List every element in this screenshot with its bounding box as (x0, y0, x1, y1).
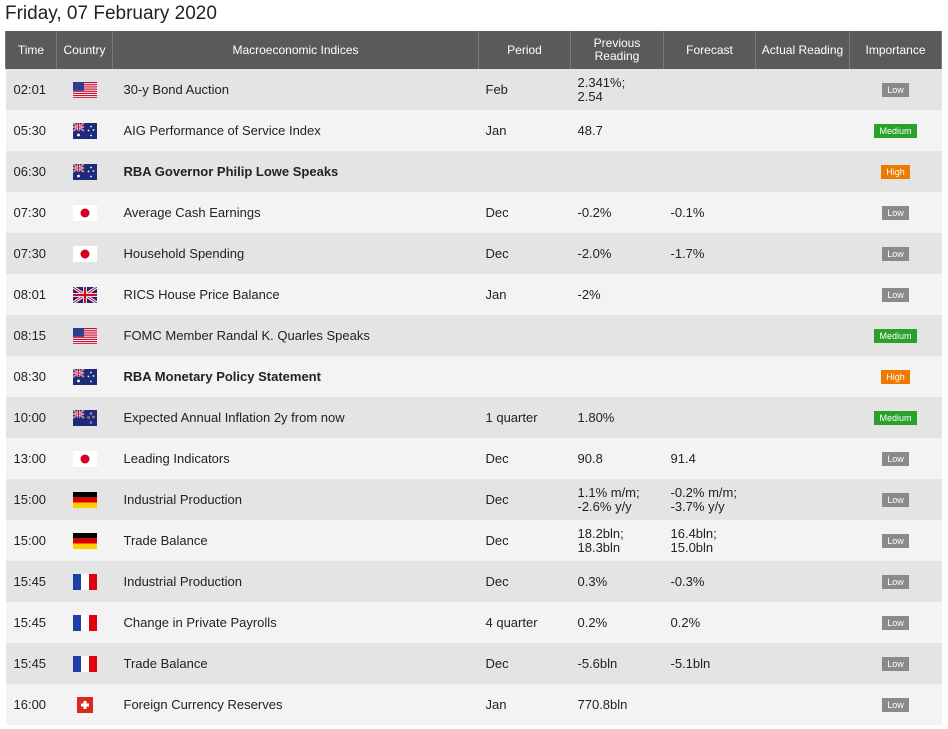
cell-indicator-name[interactable]: Industrial Production (113, 479, 479, 520)
forecast-line1: -5.1bln (670, 655, 711, 671)
cell-time: 07:30 (6, 233, 57, 274)
cell-country (57, 520, 113, 561)
cell-indicator-name[interactable]: Foreign Currency Reserves (113, 684, 479, 725)
cell-time: 08:01 (6, 274, 57, 315)
jp-flag-icon (73, 451, 97, 467)
cell-actual (756, 397, 850, 438)
importance-badge: Low (882, 657, 909, 671)
cell-time: 02:01 (6, 69, 57, 110)
cell-forecast (664, 643, 756, 684)
importance-badge: Medium (874, 124, 916, 138)
previous-line1: 2.341%; (577, 74, 626, 90)
previous-line1: 770.8bln (577, 696, 628, 712)
previous-line1: 1.1% m/m; (577, 484, 640, 500)
cell-previous (571, 69, 664, 110)
cell-country (57, 151, 113, 192)
cell-period: Dec (479, 561, 571, 602)
cell-actual (756, 356, 850, 397)
table-row[interactable] (6, 356, 942, 397)
fr-flag-icon (73, 656, 97, 672)
de-flag-icon (73, 492, 97, 508)
column-header-period[interactable]: Period (479, 31, 571, 69)
importance-badge: Low (882, 698, 909, 712)
nz-flag-icon (73, 410, 97, 426)
table-row[interactable] (6, 397, 942, 438)
cell-period (479, 315, 571, 356)
cell-time: 15:45 (6, 643, 57, 684)
cell-indicator-name[interactable]: FOMC Member Randal K. Quarles Speaks (113, 315, 479, 356)
cell-period: Dec (479, 643, 571, 684)
cell-actual (756, 110, 850, 151)
cell-country (57, 643, 113, 684)
cell-time: 15:45 (6, 561, 57, 602)
importance-badge: Low (882, 493, 909, 507)
cell-forecast (664, 233, 756, 274)
previous-line2: 18.3bln (577, 539, 621, 555)
cell-importance (850, 110, 942, 151)
cell-indicator-name[interactable]: RICS House Price Balance (113, 274, 479, 315)
cell-previous (571, 602, 664, 643)
fr-flag-icon (73, 615, 97, 631)
cell-forecast (664, 602, 756, 643)
importance-badge: Medium (874, 411, 916, 425)
cell-previous (571, 438, 664, 479)
previous-line1: 18.2bln; (577, 525, 624, 541)
cell-importance (850, 684, 942, 725)
importance-badge: High (881, 165, 910, 179)
table-row[interactable] (6, 192, 942, 233)
cell-indicator-name[interactable]: Average Cash Earnings (113, 192, 479, 233)
cell-indicator-name[interactable]: Trade Balance (113, 520, 479, 561)
importance-badge: Low (882, 575, 909, 589)
table-row[interactable] (6, 233, 942, 274)
cell-country (57, 69, 113, 110)
importance-badge: High (881, 370, 910, 384)
cell-forecast (664, 110, 756, 151)
cell-actual (756, 479, 850, 520)
column-header-actual[interactable]: Actual Reading (756, 31, 850, 69)
forecast-line1: -1.7% (670, 245, 705, 261)
cell-importance (850, 602, 942, 643)
table-row[interactable] (6, 561, 942, 602)
table-row[interactable] (6, 438, 942, 479)
us-flag-icon (73, 328, 97, 344)
column-header-indices[interactable]: Macroeconomic Indices (113, 31, 479, 69)
au-flag-icon (73, 123, 97, 139)
column-header-time[interactable]: Time (6, 31, 57, 69)
previous-line1: 48.7 (577, 122, 603, 138)
table-row[interactable] (6, 520, 942, 561)
importance-badge: Low (882, 288, 909, 302)
forecast-line2: 15.0bln (670, 539, 714, 555)
cell-indicator-name[interactable]: Change in Private Payrolls (113, 602, 479, 643)
forecast-line1: 16.4bln; (670, 525, 717, 541)
cell-country (57, 356, 113, 397)
cell-indicator-name[interactable]: RBA Governor Philip Lowe Speaks (113, 151, 479, 192)
cell-country (57, 602, 113, 643)
forecast-line1: -0.2% m/m; (670, 484, 737, 500)
table-row[interactable] (6, 274, 942, 315)
cell-time: 16:00 (6, 684, 57, 725)
column-header-previous-line1: Previous (593, 36, 641, 50)
cell-actual (756, 69, 850, 110)
cell-period: Jan (479, 274, 571, 315)
fr-flag-icon (73, 574, 97, 590)
cell-period: Dec (479, 479, 571, 520)
importance-badge: Medium (874, 329, 916, 343)
cell-previous (571, 356, 664, 397)
cell-country (57, 397, 113, 438)
previous-line1: -0.2% (577, 204, 612, 220)
cell-indicator-name[interactable]: Industrial Production (113, 561, 479, 602)
cell-country (57, 110, 113, 151)
table-row[interactable] (6, 69, 942, 110)
cell-indicator-name[interactable]: Household Spending (113, 233, 479, 274)
cell-period: Dec (479, 192, 571, 233)
importance-badge: Low (882, 247, 909, 261)
ch-flag-icon (73, 697, 97, 713)
cell-actual (756, 315, 850, 356)
previous-line1: -5.6bln (577, 655, 618, 671)
cell-period: Dec (479, 438, 571, 479)
forecast-line2: -3.7% y/y (670, 498, 725, 514)
importance-badge: Low (882, 83, 909, 97)
previous-line1: 0.2% (577, 614, 608, 630)
cell-forecast (664, 561, 756, 602)
cell-forecast (664, 397, 756, 438)
cell-period: Jan (479, 110, 571, 151)
cell-country (57, 315, 113, 356)
previous-line1: 90.8 (577, 450, 603, 466)
cell-importance (850, 233, 942, 274)
cell-country (57, 684, 113, 725)
table-row[interactable] (6, 479, 942, 520)
cell-forecast (664, 684, 756, 725)
economic-calendar-table (5, 31, 942, 725)
cell-indicator-name[interactable]: Leading Indicators (113, 438, 479, 479)
cell-importance (850, 438, 942, 479)
column-header-importance[interactable]: Importance (850, 31, 942, 69)
table-row[interactable] (6, 602, 942, 643)
column-header-country[interactable]: Country (57, 31, 113, 69)
previous-line1: -2.0% (577, 245, 612, 261)
cell-indicator-name[interactable]: AIG Performance of Service Index (113, 110, 479, 151)
cell-actual (756, 520, 850, 561)
cell-importance (850, 643, 942, 684)
cell-forecast (664, 192, 756, 233)
cell-time: 15:00 (6, 479, 57, 520)
cell-importance (850, 479, 942, 520)
cell-period: Dec (479, 233, 571, 274)
au-flag-icon (73, 369, 97, 385)
cell-indicator-name[interactable]: Trade Balance (113, 643, 479, 684)
cell-importance (850, 356, 942, 397)
importance-badge: Low (882, 206, 909, 220)
cell-previous (571, 397, 664, 438)
column-header-forecast[interactable]: Forecast (664, 31, 756, 69)
jp-flag-icon (73, 205, 97, 221)
cell-actual (756, 233, 850, 274)
cell-forecast (664, 274, 756, 315)
cell-importance (850, 192, 942, 233)
cell-period: Feb (479, 69, 571, 110)
cell-importance (850, 274, 942, 315)
table-row[interactable] (6, 110, 942, 151)
cell-actual (756, 151, 850, 192)
jp-flag-icon (73, 246, 97, 262)
cell-indicator-name[interactable]: Expected Annual Inflation 2y from now (113, 397, 479, 438)
cell-importance (850, 397, 942, 438)
cell-forecast (664, 69, 756, 110)
importance-badge: Low (882, 534, 909, 548)
cell-period: 1 quarter (479, 397, 571, 438)
cell-forecast (664, 520, 756, 561)
forecast-line1: -0.1% (670, 204, 705, 220)
cell-previous (571, 233, 664, 274)
cell-forecast (664, 438, 756, 479)
forecast-line1: 91.4 (670, 450, 696, 466)
cell-country (57, 479, 113, 520)
table-row[interactable] (6, 315, 942, 356)
cell-country (57, 233, 113, 274)
cell-period: 4 quarter (479, 602, 571, 643)
cell-forecast (664, 356, 756, 397)
au-flag-icon (73, 164, 97, 180)
cell-importance (850, 69, 942, 110)
previous-line1: -2% (577, 286, 601, 302)
cell-period: Dec (479, 520, 571, 561)
previous-line1: 1.80% (577, 409, 615, 425)
cell-actual (756, 602, 850, 643)
cell-forecast (664, 151, 756, 192)
importance-badge: Low (882, 616, 909, 630)
cell-previous (571, 110, 664, 151)
cell-country (57, 192, 113, 233)
cell-forecast (664, 315, 756, 356)
cell-period: Jan (479, 684, 571, 725)
cell-time: 06:30 (6, 151, 57, 192)
cell-importance (850, 561, 942, 602)
cell-period (479, 356, 571, 397)
table-header-row (6, 31, 942, 69)
cell-country (57, 561, 113, 602)
cell-country (57, 438, 113, 479)
cell-time: 15:00 (6, 520, 57, 561)
cell-country (57, 274, 113, 315)
cell-previous (571, 479, 664, 520)
cell-previous (571, 561, 664, 602)
cell-forecast (664, 479, 756, 520)
cell-previous (571, 192, 664, 233)
cell-time: 13:00 (6, 438, 57, 479)
forecast-line1: 0.2% (670, 614, 701, 630)
cell-actual (756, 684, 850, 725)
cell-period (479, 151, 571, 192)
cell-previous (571, 520, 664, 561)
cell-previous (571, 643, 664, 684)
cell-previous (571, 151, 664, 192)
page-title: Friday, 07 February 2020 (5, 3, 217, 24)
cell-time: 10:00 (6, 397, 57, 438)
cell-previous (571, 274, 664, 315)
cell-actual (756, 561, 850, 602)
cell-time: 15:45 (6, 602, 57, 643)
cell-actual (756, 643, 850, 684)
table-row[interactable] (6, 643, 942, 684)
importance-badge: Low (882, 452, 909, 466)
previous-line1: 0.3% (577, 573, 608, 589)
cell-time: 08:30 (6, 356, 57, 397)
gb-flag-icon (73, 287, 97, 303)
cell-time: 05:30 (6, 110, 57, 151)
cell-previous (571, 315, 664, 356)
cell-actual (756, 438, 850, 479)
cell-importance (850, 315, 942, 356)
cell-indicator-name[interactable]: 30-y Bond Auction (113, 69, 479, 110)
cell-previous (571, 684, 664, 725)
de-flag-icon (73, 533, 97, 549)
cell-actual (756, 274, 850, 315)
column-header-previous-line2: Reading (594, 49, 640, 63)
us-flag-icon (73, 82, 97, 98)
column-header-previous[interactable] (571, 31, 664, 69)
cell-time: 08:15 (6, 315, 57, 356)
cell-indicator-name[interactable]: RBA Monetary Policy Statement (113, 356, 479, 397)
table-row[interactable] (6, 151, 942, 192)
previous-line2: 2.54 (577, 88, 603, 104)
previous-line2: -2.6% y/y (577, 498, 632, 514)
table-row[interactable] (6, 684, 942, 725)
cell-importance (850, 520, 942, 561)
cell-actual (756, 192, 850, 233)
forecast-line1: -0.3% (670, 573, 705, 589)
cell-time: 07:30 (6, 192, 57, 233)
cell-importance (850, 151, 942, 192)
